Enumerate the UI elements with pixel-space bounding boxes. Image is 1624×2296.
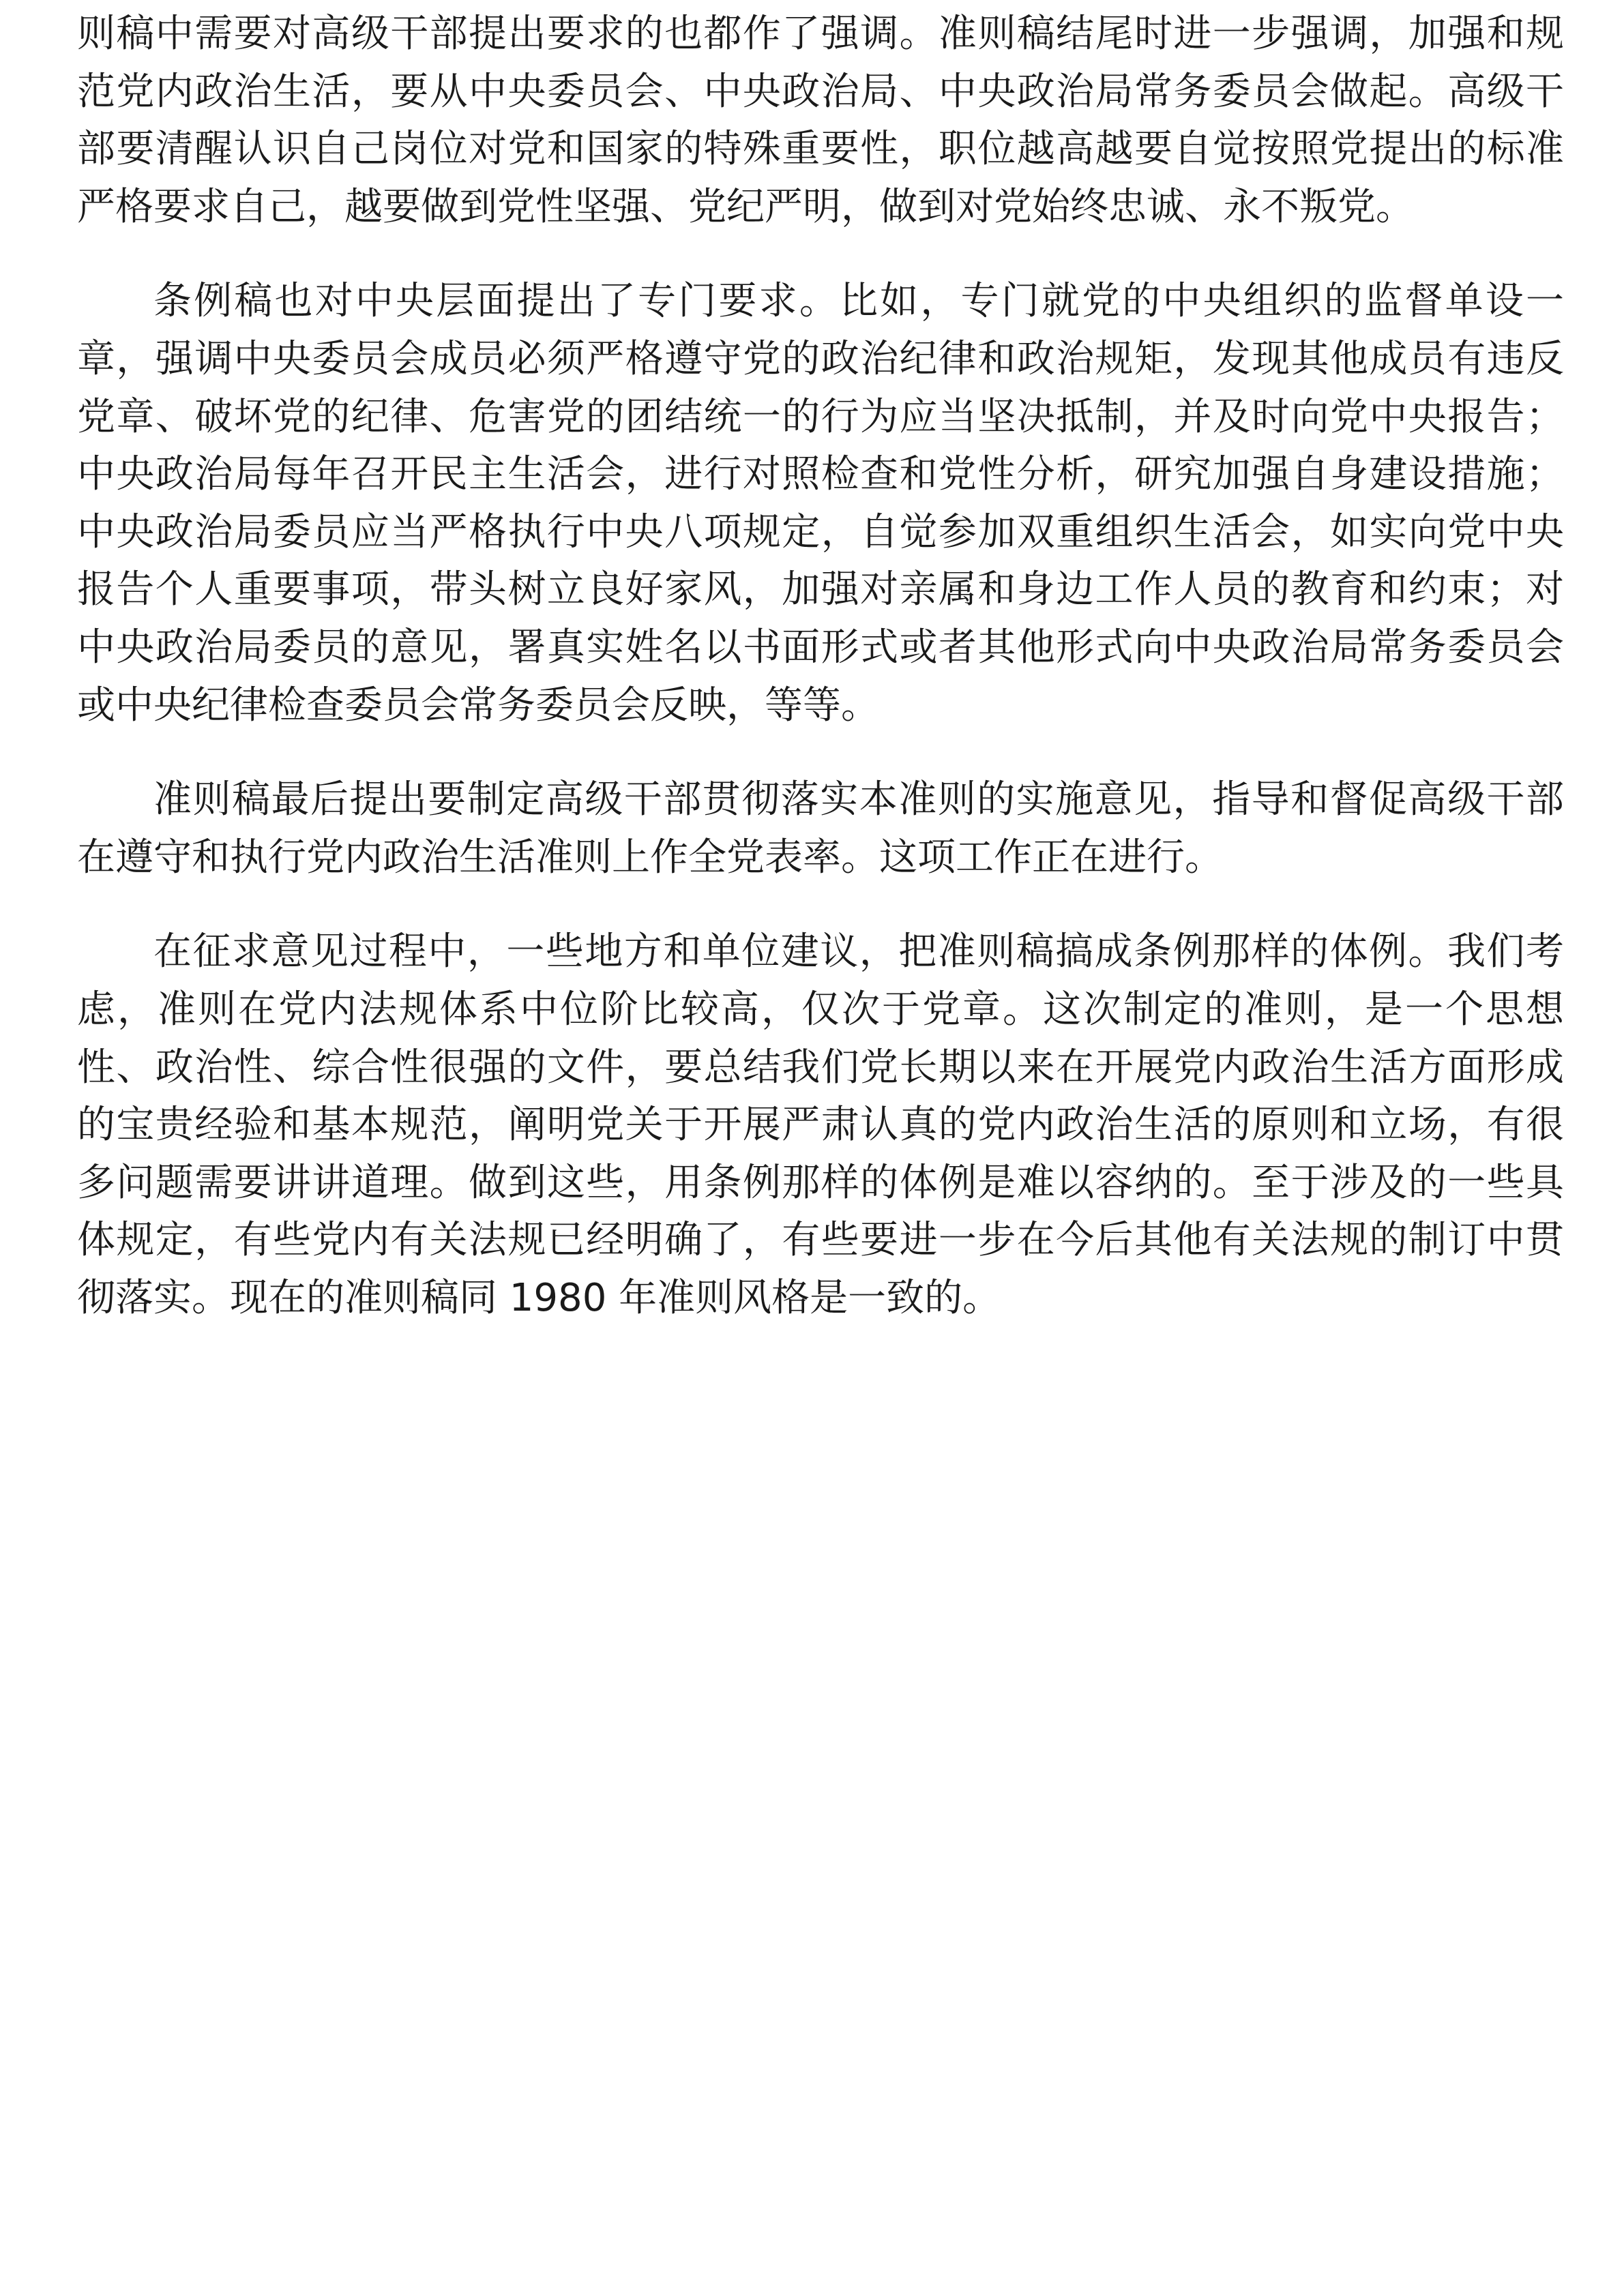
paragraph-1: 则稿中需要对高级干部提出要求的也都作了强调。准则稿结尾时进一步强调，加强和规范党内政治生活，要从中央委员会、中央政治局、中央政治局常务委员会做起。高级干部要清醒认识自己岗位对党和国家的特殊重要性，职位越高越要自觉按照党提出的标准严格要求自己，越要做到党性坚强、党纪严明，做到对党始终忠诚、永不叛党。 — [77, 12, 1564, 229]
paragraph-4: 在征求意见过程中，一些地方和单位建议，把准则稿搞成条例那样的体例。我们考虑，准则在党内法规体系中位阶比较高，仅次于党章。这次制定的准则，是一个思想性、政治性、综合性很强的文件，要总结我们党长期以来在开展党内政治生活方面形成的宝贵经验和基本规范，阐明党关于开展严肃认真的党内政治生活的原则和立场，有很多问题需要讲讲道理。做到这些，用条例那样的体例是难以容纳的。至于涉及的一些具体规定，有些党内有关法规已经明确了，有些要进一步在今后其他有关法规的制订中贯彻落实。现在的准则稿同 1980 年准则风格是一致的。 — [77, 929, 1564, 1320]
paragraph-3: 准则稿最后提出要制定高级干部贯彻落实本准则的实施意见，指导和督促高级干部在遵守和执行党内政治生活准则上作全党表率。这项工作正在进行。 — [77, 777, 1564, 880]
paragraph-2: 条例稿也对中央层面提出了专门要求。比如，专门就党的中央组织的监督单设一章，强调中央委员会成员必须严格遵守党的政治纪律和政治规矩，发现其他成员有违反党章、破坏党的纪律、危害党的团结统一的行为应当坚决抵制，并及时向党中央报告；中央政治局每年召开民主生活会，进行对照检查和党性分析，研究加强自身建设措施；中央政治局委员应当严格执行中央八项规定，自觉参加双重组织生活会，如实向党中央报告个人重要事项，带头树立良好家风，加强对亲属和身边工作人员的教育和约束；对中央政治局委员的意见，署真实姓名以书面形式或者其他形式向中央政治局常务委员会或中央纪律检查委员会常务委员会反映，等等。 — [77, 279, 1564, 728]
document-body — [77, 5, 1564, 1327]
